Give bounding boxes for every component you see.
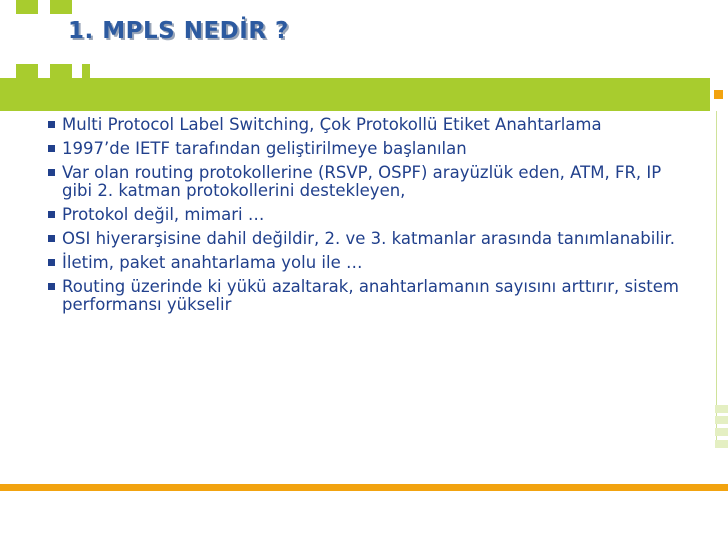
bullet-text: Routing üzerinde ki yükü azaltarak, anahtarlamanın sayısını arttırır, sistem performansı yükselir [62,277,679,314]
bullet-list [46,116,686,320]
decor-square [16,64,38,78]
bullet-text: 1997’de IETF tarafından geliştirilmeye başlanılan [62,139,467,158]
side-block [715,428,728,436]
list-item [46,164,686,200]
bullet-icon [48,211,55,218]
bullet-text: Var olan routing protokollerine (RSVP, OSPF) arayüzlük eden, ATM, FR, IP gibi 2. katman protokollerini destekleyen, [62,163,662,200]
accent-square [714,90,723,99]
side-block [715,416,728,424]
list-item [46,254,686,272]
decor-square [16,0,38,14]
title-band [0,78,710,111]
decor-square [82,64,90,78]
bullet-text: Multi Protocol Label Switching, Çok Protokollü Etiket Anahtarlama [62,115,602,134]
list-item [46,278,686,314]
bullet-icon [48,169,55,176]
bullet-icon [48,283,55,290]
page-title: 1. MPLS NEDİR ? [68,18,289,44]
bullet-icon [48,259,55,266]
bullet-icon [48,235,55,242]
bullet-text: İletim, paket anahtarlama yolu ile … [62,253,363,272]
list-item [46,206,686,224]
bottom-band [0,484,728,491]
side-block [715,440,728,448]
list-item [46,116,686,134]
bullet-text: Protokol değil, mimari … [62,205,265,224]
decor-square [50,64,72,78]
side-divider [716,111,717,441]
bullet-icon [48,121,55,128]
bullet-text: OSI hiyerarşisine dahil değildir, 2. ve 3. katmanlar arasında tanımlanabilir. [62,229,675,248]
list-item [46,140,686,158]
list-item [46,230,686,248]
side-block [715,405,728,413]
bullet-icon [48,145,55,152]
decor-square [50,0,72,14]
